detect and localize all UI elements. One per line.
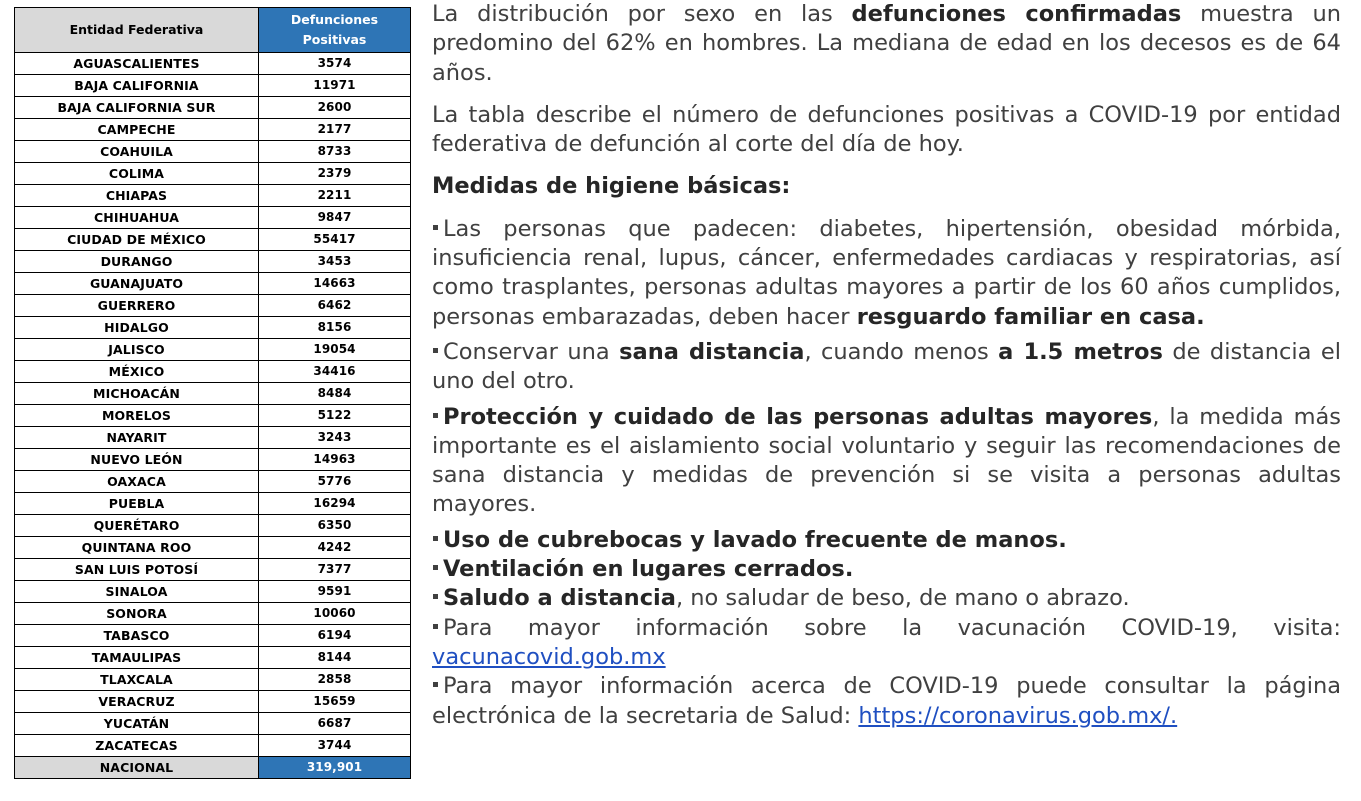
hygiene-heading: Medidas de higiene básicas: xyxy=(432,173,791,200)
row-value: 4242 xyxy=(259,537,411,559)
row-entity: NAYARIT xyxy=(15,427,259,449)
b5-bold: Ventilación en lugares cerrados. xyxy=(443,556,854,583)
header-deaths-line2: Positivas xyxy=(302,32,367,47)
row-entity: TLAXCALA xyxy=(15,669,259,691)
table-row xyxy=(15,471,411,493)
row-value: 14663 xyxy=(259,273,411,295)
table-row xyxy=(15,405,411,427)
header-entity: Entidad Federativa xyxy=(15,8,259,53)
table-row xyxy=(15,163,411,185)
row-entity: JALISCO xyxy=(15,339,259,361)
table-row xyxy=(15,251,411,273)
row-entity: COAHUILA xyxy=(15,141,259,163)
square-bullet-icon xyxy=(433,682,438,687)
sex-distribution-paragraph xyxy=(432,0,1341,88)
square-bullet-icon xyxy=(433,624,438,629)
p1-text-c: muestra un predomino del 62% en hombres. La mediana de edad en los decesos es de 64 años. xyxy=(432,1,1341,86)
row-entity: MICHOACÁN xyxy=(15,383,259,405)
square-bullet-icon xyxy=(433,348,438,353)
row-entity: CHIHUAHUA xyxy=(15,207,259,229)
row-entity: SAN LUIS POTOSÍ xyxy=(15,559,259,581)
table-row xyxy=(15,603,411,625)
table-row xyxy=(15,361,411,383)
row-value: 34416 xyxy=(259,361,411,383)
row-entity: AGUASCALIENTES xyxy=(15,53,259,75)
p1-text-a: La distribución por sexo en las xyxy=(432,1,852,27)
b3-bold: Protección y cuidado de las personas adultas mayores xyxy=(443,403,1153,430)
row-entity: BAJA CALIFORNIA SUR xyxy=(15,97,259,119)
total-entity: NACIONAL xyxy=(15,757,259,779)
square-bullet-icon xyxy=(433,225,438,230)
table-row xyxy=(15,141,411,163)
row-entity: MÉXICO xyxy=(15,361,259,383)
table-row xyxy=(15,97,411,119)
row-value: 6462 xyxy=(259,295,411,317)
table-row xyxy=(15,383,411,405)
row-entity: TAMAULIPAS xyxy=(15,647,259,669)
row-entity: CIUDAD DE MÉXICO xyxy=(15,229,259,251)
square-bullet-icon xyxy=(433,413,438,418)
table-row xyxy=(15,119,411,141)
table-row xyxy=(15,75,411,97)
table-row xyxy=(15,669,411,691)
row-entity: PUEBLA xyxy=(15,493,259,515)
table-row xyxy=(15,427,411,449)
row-value: 2858 xyxy=(259,669,411,691)
row-value: 8144 xyxy=(259,647,411,669)
row-value: 3744 xyxy=(259,735,411,757)
bullet-ventilation xyxy=(432,555,1341,584)
row-entity: CAMPECHE xyxy=(15,119,259,141)
b2-bold-b: sana distancia xyxy=(619,338,805,365)
bullet-vaccination-info xyxy=(432,614,1341,673)
row-value: 2600 xyxy=(259,97,411,119)
row-entity: YUCATÁN xyxy=(15,713,259,735)
table-row xyxy=(15,295,411,317)
table-row xyxy=(15,339,411,361)
row-value: 5776 xyxy=(259,471,411,493)
row-entity: SONORA xyxy=(15,603,259,625)
row-entity: GUANAJUATO xyxy=(15,273,259,295)
row-value: 8156 xyxy=(259,317,411,339)
row-value: 6194 xyxy=(259,625,411,647)
info-text-column xyxy=(432,0,1341,731)
row-value: 9591 xyxy=(259,581,411,603)
bullet-greeting-distance xyxy=(432,584,1341,613)
table-body xyxy=(15,53,411,757)
b3-text: , la medida más importante es el aislamiento social voluntario y seguir las recomendaciones de sana distancia y medidas de prevención si se visita a personas adultas mayores. xyxy=(432,403,1341,518)
row-entity: QUINTANA ROO xyxy=(15,537,259,559)
row-entity: VERACRUZ xyxy=(15,691,259,713)
b1-text: Las personas que padecen: diabetes, hipertensión, obesidad mórbida, insuficiencia renal, lupus, cáncer, enfermedades cardiacas y respiratorias, así como trasplantes, personas adultas mayores a partir de los 60 años cumplidos, personas embarazadas, deben hacer xyxy=(432,215,1341,330)
table-row xyxy=(15,229,411,251)
table-row xyxy=(15,691,411,713)
table-row xyxy=(15,713,411,735)
row-value: 2177 xyxy=(259,119,411,141)
row-entity: GUERRERO xyxy=(15,295,259,317)
row-entity: MORELOS xyxy=(15,405,259,427)
square-bullet-icon xyxy=(433,594,438,599)
row-entity: COLIMA xyxy=(15,163,259,185)
row-value: 6350 xyxy=(259,515,411,537)
table-header-row xyxy=(15,8,411,53)
b1-bold: resguardo familiar en casa. xyxy=(856,303,1205,330)
row-value: 3243 xyxy=(259,427,411,449)
b6-bold: Saludo a distancia xyxy=(443,585,676,612)
header-deaths-line1: Defunciones xyxy=(290,12,379,27)
row-value: 19054 xyxy=(259,339,411,361)
row-entity: OAXACA xyxy=(15,471,259,493)
table-row xyxy=(15,493,411,515)
deaths-by-state-table xyxy=(14,7,411,779)
deaths-by-state-table-container xyxy=(14,7,410,779)
b2-bold-d: a 1.5 metros xyxy=(998,338,1163,365)
b2-text-a: Conservar una xyxy=(443,338,620,365)
bullet-health-ministry-info xyxy=(432,672,1341,731)
row-value: 16294 xyxy=(259,493,411,515)
row-value: 8733 xyxy=(259,141,411,163)
square-bullet-icon xyxy=(433,565,438,570)
b4-bold: Uso de cubrebocas y lavado frecuente de manos. xyxy=(443,526,1067,553)
table-row xyxy=(15,625,411,647)
row-value: 2211 xyxy=(259,185,411,207)
total-value: 319,901 xyxy=(259,757,411,779)
vaccination-link[interactable]: vacunacovid.gob.mx xyxy=(432,643,666,670)
table-row xyxy=(15,647,411,669)
row-value: 9847 xyxy=(259,207,411,229)
b6-text: , no saludar de beso, de mano o abrazo. xyxy=(675,585,1130,612)
row-value: 2379 xyxy=(259,163,411,185)
bullet-masks-handwashing xyxy=(432,526,1341,555)
row-entity: CHIAPAS xyxy=(15,185,259,207)
row-value: 14963 xyxy=(259,449,411,471)
b2-text-c: , cuando menos xyxy=(804,338,999,365)
row-value: 6687 xyxy=(259,713,411,735)
row-value: 11971 xyxy=(259,75,411,97)
row-entity: ZACATECAS xyxy=(15,735,259,757)
row-value: 55417 xyxy=(259,229,411,251)
header-deaths xyxy=(259,8,411,53)
coronavirus-link[interactable]: https://coronavirus.gob.mx/. xyxy=(858,702,1178,729)
row-entity: NUEVO LEÓN xyxy=(15,449,259,471)
row-entity: HIDALGO xyxy=(15,317,259,339)
table-row xyxy=(15,449,411,471)
table-row xyxy=(15,515,411,537)
table-row xyxy=(15,317,411,339)
row-entity: QUERÉTARO xyxy=(15,515,259,537)
table-row xyxy=(15,185,411,207)
row-value: 10060 xyxy=(259,603,411,625)
row-value: 8484 xyxy=(259,383,411,405)
row-entity: TABASCO xyxy=(15,625,259,647)
row-entity: DURANGO xyxy=(15,251,259,273)
row-value: 7377 xyxy=(259,559,411,581)
p1-bold: defunciones confirmadas xyxy=(851,1,1182,27)
table-row xyxy=(15,735,411,757)
row-value: 3453 xyxy=(259,251,411,273)
b2-text-e: de distancia el uno del otro. xyxy=(432,338,1341,395)
row-value: 5122 xyxy=(259,405,411,427)
square-bullet-icon xyxy=(433,536,438,541)
b8-text: Para mayor información acerca de COVID-19 puede consultar la página electrónica de la secretaria de Salud: xyxy=(432,673,1341,729)
bullet-healthy-distance xyxy=(432,338,1341,397)
b7-text: Para mayor información sobre la vacunación COVID-19, visita: xyxy=(443,614,1341,641)
bullet-risk-groups xyxy=(432,215,1341,332)
table-row xyxy=(15,207,411,229)
row-value: 3574 xyxy=(259,53,411,75)
table-row xyxy=(15,273,411,295)
table-description-paragraph: La tabla describe el número de defunciones positivas a COVID-19 por entidad federativa de defunción al corte del día de hoy. xyxy=(432,101,1341,158)
table-row xyxy=(15,559,411,581)
row-value: 15659 xyxy=(259,691,411,713)
row-entity: BAJA CALIFORNIA xyxy=(15,75,259,97)
row-entity: SINALOA xyxy=(15,581,259,603)
table-row xyxy=(15,537,411,559)
bullet-elderly-protection xyxy=(432,403,1341,520)
table-row xyxy=(15,581,411,603)
table-total-row xyxy=(15,757,411,779)
table-row xyxy=(15,53,411,75)
